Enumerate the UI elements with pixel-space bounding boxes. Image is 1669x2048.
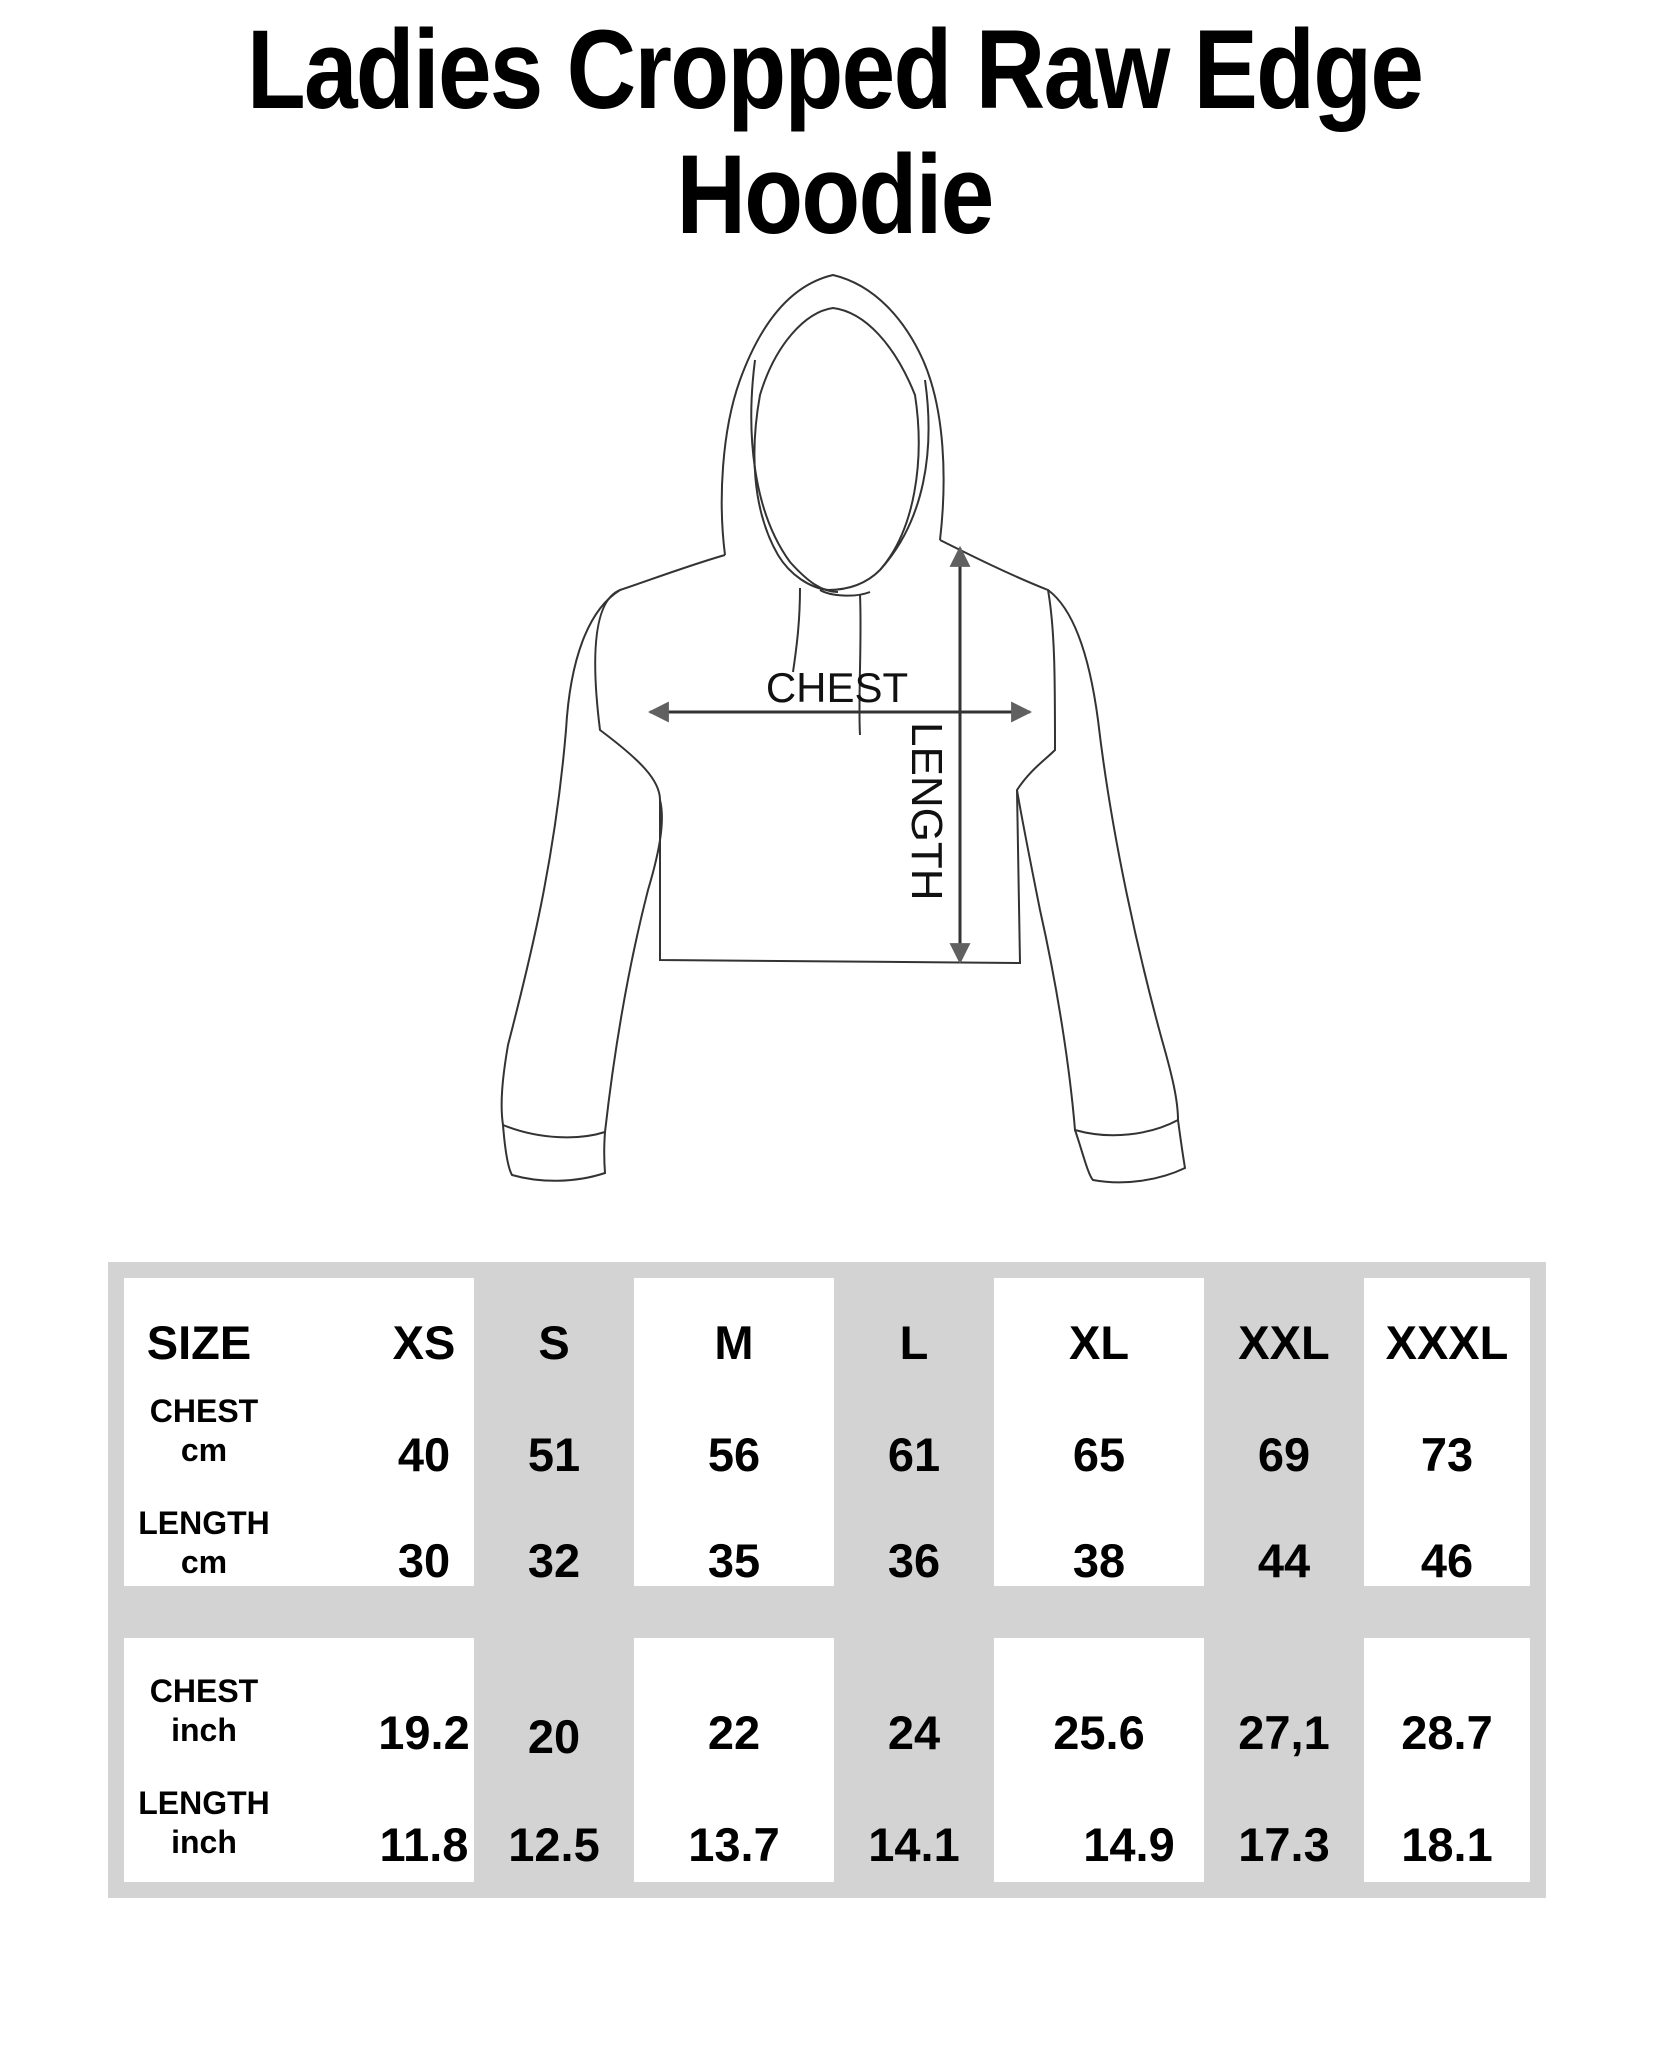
chest-cm-s: 51 <box>527 1428 581 1481</box>
row-label-chest-cm <box>124 1392 284 1470</box>
length-cm-xxxl: 46 <box>1420 1534 1474 1587</box>
size-chart-table <box>108 1262 1546 1898</box>
length-cm-xxl: 44 <box>1257 1534 1311 1587</box>
hoodie-outline <box>502 275 1185 1182</box>
size-xl: XL <box>1068 1316 1130 1369</box>
chest-label: CHEST <box>765 664 909 711</box>
length-inch-xxxl: 18.1 <box>1401 1818 1493 1871</box>
chest-cm-m: 56 <box>707 1428 761 1481</box>
chest-inch-s: 20 <box>527 1710 581 1763</box>
length-inch-m: 13.7 <box>688 1818 780 1871</box>
size-xxl: XXL <box>1238 1316 1330 1369</box>
chest-cm-l: 61 <box>887 1428 941 1481</box>
length-inch-l: 14.1 <box>868 1818 960 1871</box>
chest-cm-xxl: 69 <box>1257 1428 1311 1481</box>
length-inch-xl: 14.9 <box>1083 1818 1175 1871</box>
chest-inch-xxxl: 28.7 <box>1401 1706 1493 1759</box>
chest-inch-xl: 25.6 <box>1053 1706 1145 1759</box>
length-cm-m: 35 <box>707 1534 761 1587</box>
length-cm-xl: 38 <box>1072 1534 1126 1587</box>
length-inch-xs: 11.8 <box>379 1818 469 1871</box>
chest-label-text: CHEST <box>149 1393 259 1429</box>
chest-inch-l: 24 <box>887 1706 941 1759</box>
length-label-text: LENGTH <box>138 1785 270 1821</box>
length-cm-l: 36 <box>887 1534 941 1587</box>
chest-cm-xl: 65 <box>1072 1428 1126 1481</box>
length-inch-s: 12.5 <box>508 1818 600 1871</box>
chest-inch-xs: 19.2 <box>378 1706 470 1759</box>
chest-cm-xs: 40 <box>397 1428 451 1481</box>
page-title-line-1: Ladies Cropped Raw Edge <box>246 7 1423 132</box>
unit-label-text: inch <box>171 1824 237 1860</box>
chest-label-text: CHEST <box>149 1673 259 1709</box>
chest-inch-xxl: 27,1 <box>1238 1706 1330 1759</box>
row-label-length-inch <box>124 1784 284 1862</box>
length-label: LENGTH <box>902 722 951 901</box>
chest-inch-m: 22 <box>707 1706 761 1759</box>
length-inch-xxl: 17.3 <box>1238 1818 1330 1871</box>
size-header: SIZE <box>146 1316 252 1369</box>
unit-label-text: cm <box>180 1432 228 1468</box>
size-xs: XS <box>392 1316 456 1369</box>
page-title-line-2: Hoodie <box>676 132 993 257</box>
measurement-arrows <box>650 548 1030 962</box>
length-label-text: LENGTH <box>138 1505 270 1541</box>
length-cm-s: 32 <box>527 1534 581 1587</box>
size-s: S <box>538 1316 570 1369</box>
row-label-length-cm <box>124 1504 284 1582</box>
size-m: M <box>714 1316 754 1369</box>
row-label-chest-inch <box>124 1672 284 1750</box>
chest-cm-xxxl: 73 <box>1420 1428 1474 1481</box>
length-cm-xs: 30 <box>397 1534 451 1587</box>
size-l: L <box>899 1316 929 1369</box>
size-xxxl: XXXL <box>1385 1316 1509 1369</box>
unit-label-text: inch <box>171 1712 237 1748</box>
unit-label-text: cm <box>180 1544 228 1580</box>
